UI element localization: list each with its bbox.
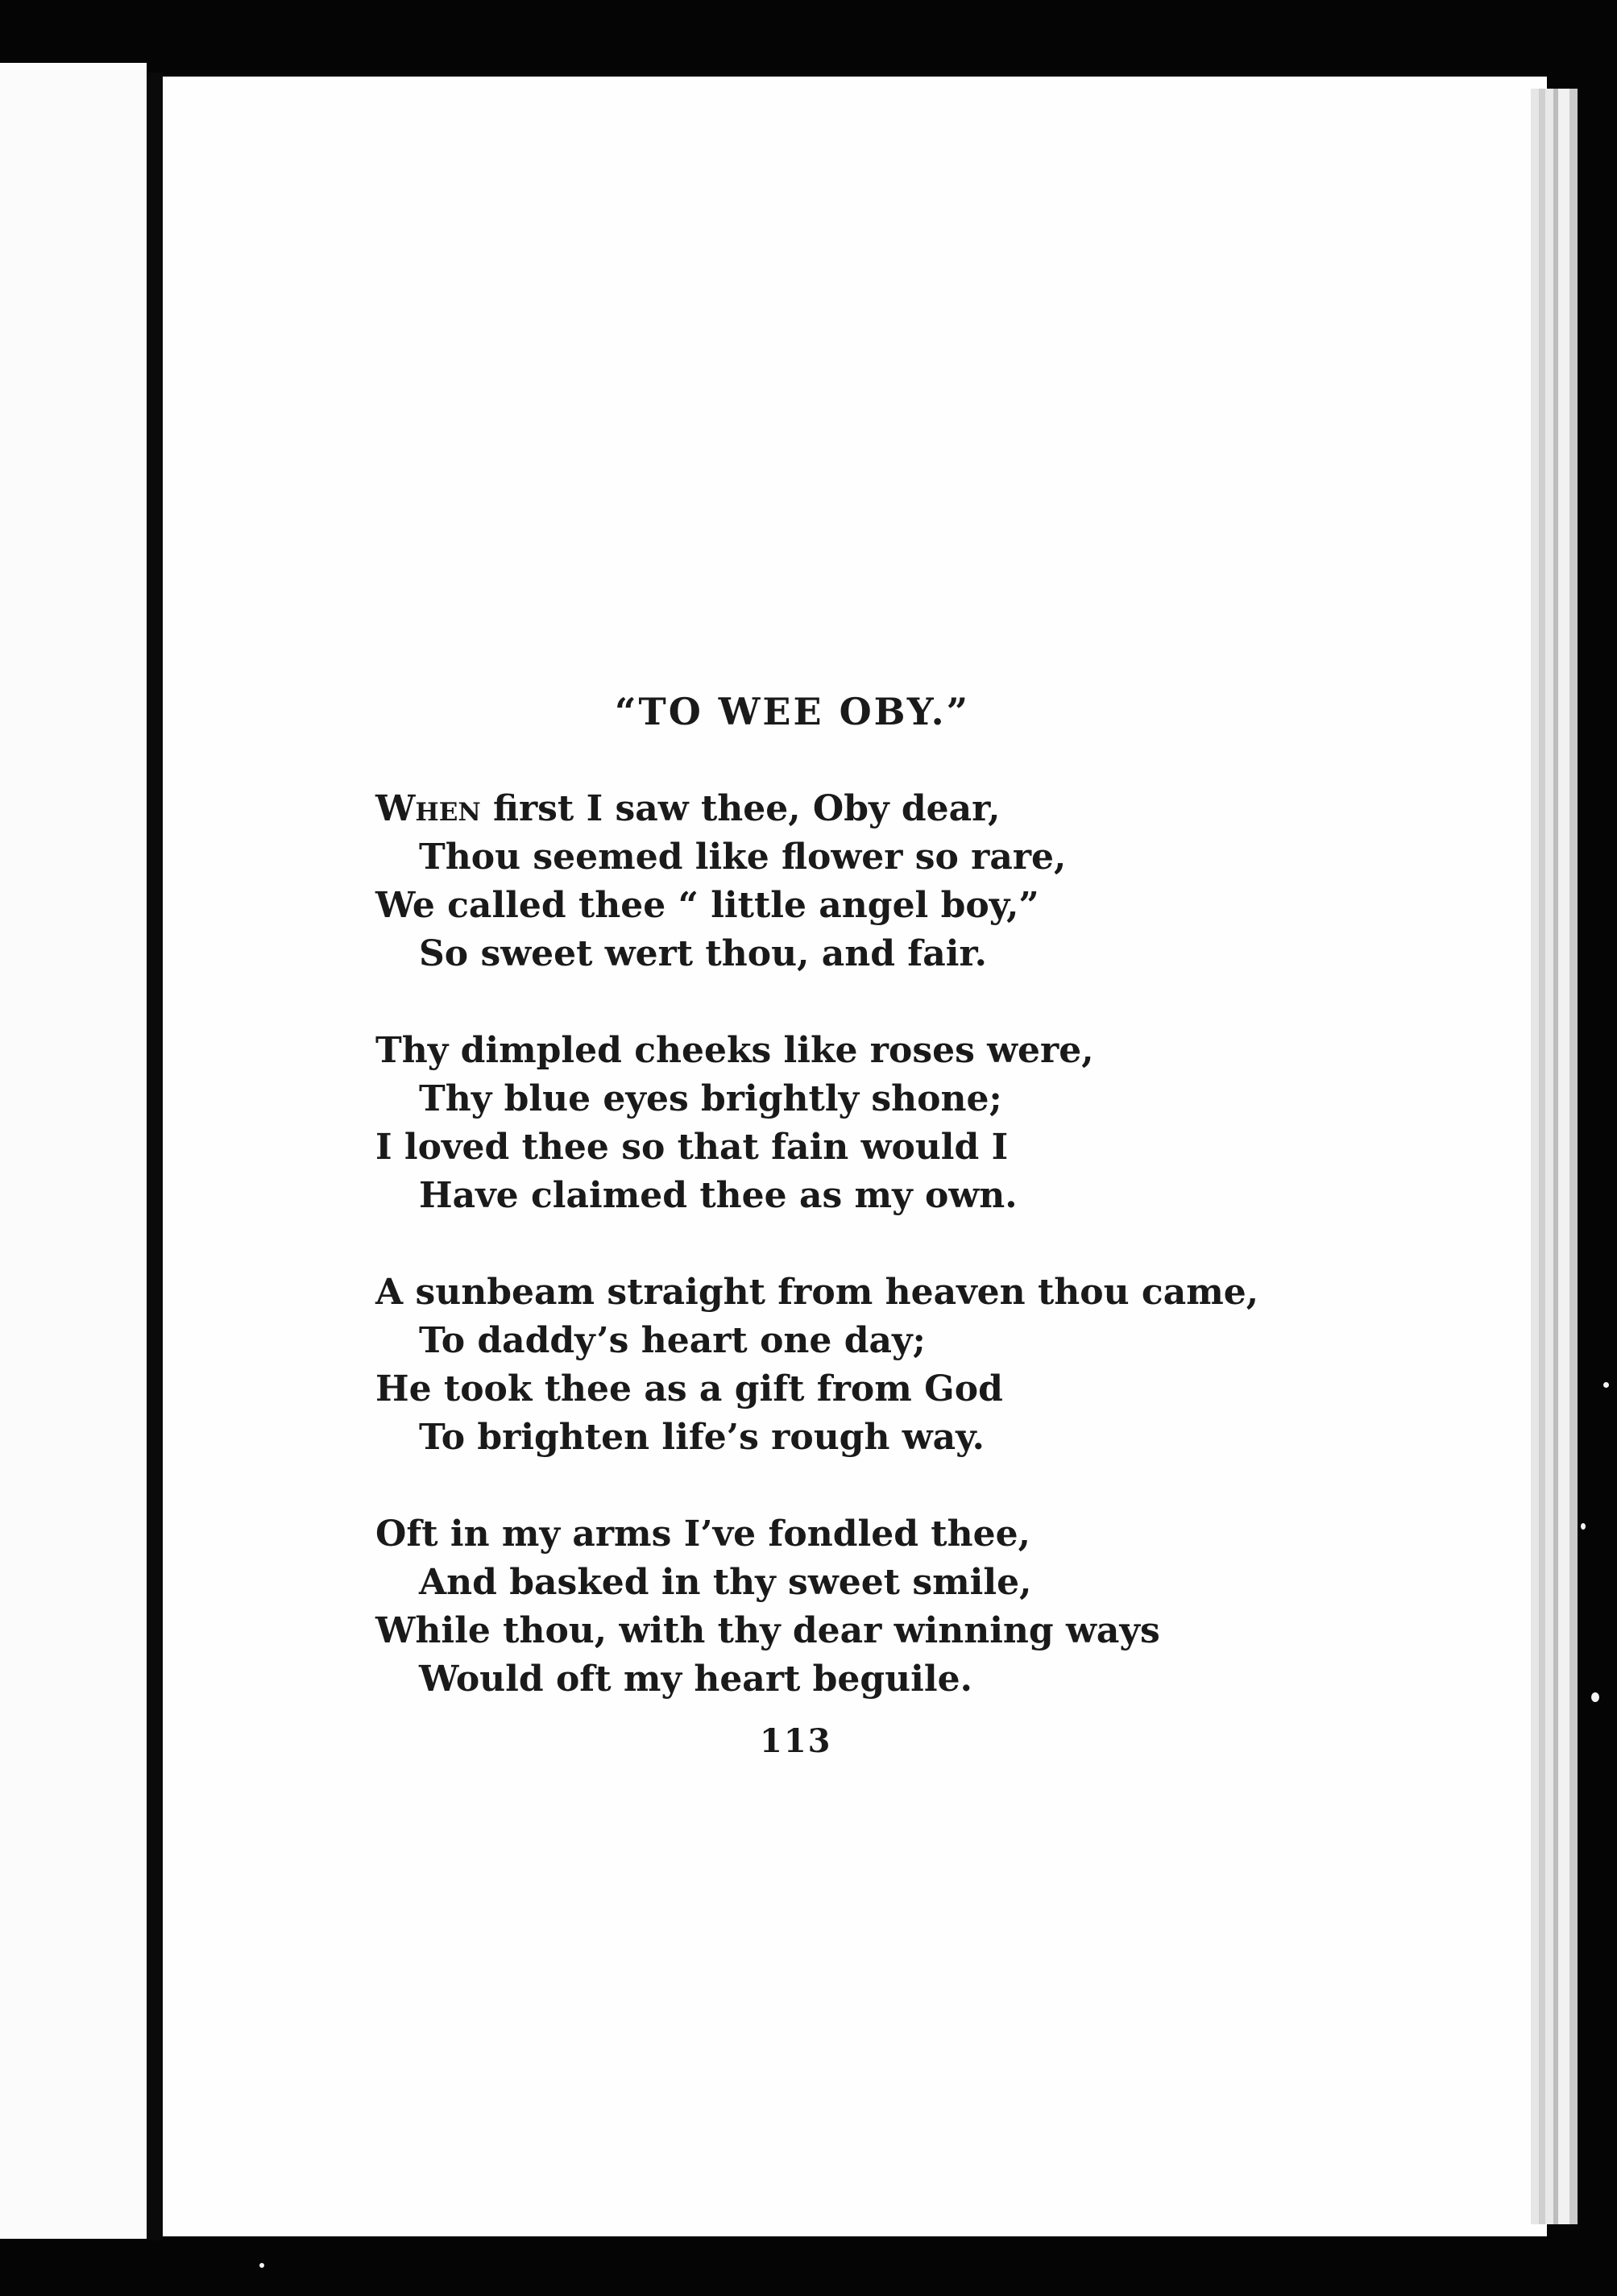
page-stack-edge (1539, 89, 1545, 2224)
poem-line: While thou, with thy dear winning ways (375, 1610, 1160, 1651)
poem-line: To daddy’s heart one day; (419, 1320, 926, 1361)
stanza-4 (375, 1510, 1326, 1704)
scan-speck (1591, 1692, 1599, 1702)
poem-title: “TO WEE OBY.” (615, 690, 971, 733)
stanza-1 (375, 785, 1326, 978)
poem-line: Thou seemed like flower so rare, (419, 837, 1067, 878)
poem-line: A sunbeam straight from heaven thou came, (375, 1272, 1259, 1313)
scan-speck (259, 2263, 264, 2268)
poem-line: I loved thee so that fain would I (375, 1127, 1009, 1168)
poem-line-text: first I saw thee, Oby dear, (480, 788, 1001, 829)
scan-speck (1603, 1382, 1609, 1388)
poem-line: Have claimed thee as my own. (419, 1175, 1018, 1216)
page-stack-edge (1531, 89, 1539, 2224)
page-stack-edge (1569, 89, 1578, 2224)
stanza-2 (375, 1027, 1326, 1220)
poem-line: To brighten life’s rough way. (419, 1417, 985, 1458)
poem-line: We called thee “ little angel boy,” (375, 885, 1039, 926)
poem-line: Thy blue eyes brightly shone; (419, 1078, 1002, 1119)
poem-line: Oft in my arms I’ve fondled thee, (375, 1513, 1030, 1555)
poem-line (375, 785, 1326, 833)
book-gutter (147, 73, 163, 2240)
poem-line-lead: When (375, 788, 481, 829)
poem-line: He took thee as a gift from God (375, 1368, 1003, 1410)
poem-line: So sweet wert thou, and fair. (419, 933, 987, 974)
page-number: 113 (760, 1722, 832, 1760)
poem-line: And basked in thy sweet smile, (419, 1562, 1032, 1603)
stanza-3 (375, 1268, 1326, 1462)
scan-speck (1581, 1523, 1586, 1530)
page-stack-edge (1558, 89, 1569, 2224)
page-stack-edge (1545, 89, 1553, 2224)
poem-line: Thy dimpled cheeks like roses were, (375, 1030, 1094, 1071)
facing-page-edge (0, 63, 147, 2239)
poem-line: Would oft my heart beguile. (419, 1659, 972, 1700)
